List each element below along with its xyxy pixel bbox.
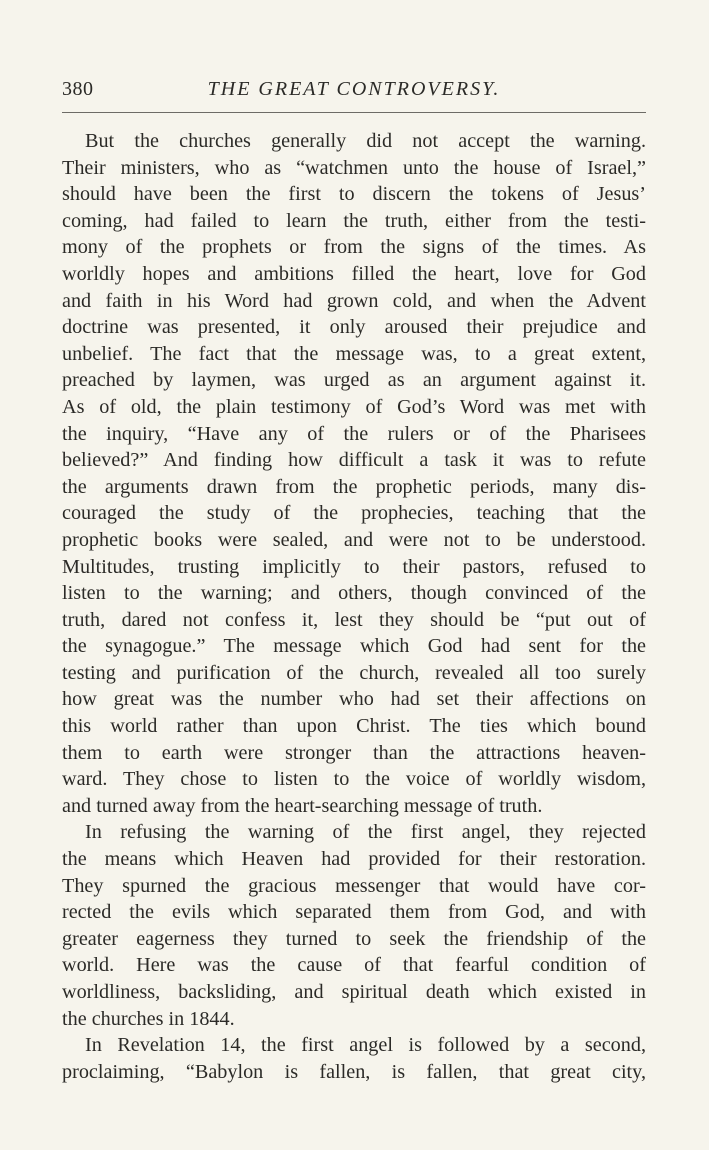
text-line: the synagogue.” The message which God had sent for the bbox=[62, 635, 646, 658]
text-line: should have been the first to discern the tokens of Jesus’ bbox=[62, 183, 646, 206]
page-body bbox=[62, 128, 646, 1085]
text-line: In Revelation 14, the first angel is followed by a second, bbox=[85, 1034, 646, 1057]
book-page bbox=[62, 78, 646, 1085]
text-line: the inquiry, “Have any of the rulers or of the Pharisees bbox=[62, 422, 646, 445]
text-line: and turned away from the heart-searching message of truth. bbox=[62, 794, 543, 817]
text-line: unbelief. The fact that the message was, to a great extent, bbox=[62, 342, 646, 365]
paragraph-3 bbox=[62, 1032, 646, 1085]
text-line: proclaiming, “Babylon is fallen, is fallen, that great city, bbox=[62, 1060, 646, 1083]
text-line: the arguments drawn from the prophetic periods, many dis- bbox=[62, 475, 646, 498]
text-line: But the churches generally did not accept the warning. bbox=[85, 130, 646, 152]
text-line: how great was the number who had set their affections on bbox=[62, 688, 646, 711]
text-line: doctrine was presented, it only aroused their prejudice and bbox=[62, 316, 646, 339]
text-line: the means which Heaven had provided for their restoration. bbox=[62, 848, 646, 871]
text-line: testing and purification of the church, revealed all too surely bbox=[62, 661, 646, 684]
text-line: Multitudes, trusting implicitly to their pastors, refused to bbox=[62, 555, 646, 578]
text-line: and faith in his Word had grown cold, and when the Advent bbox=[62, 289, 646, 312]
header-rule bbox=[62, 112, 646, 113]
paragraph-1 bbox=[62, 128, 646, 819]
text-line: preached by laymen, was urged as an argument against it. bbox=[62, 369, 646, 392]
paragraph-2 bbox=[62, 819, 646, 1032]
text-line: rected the evils which separated them from God, and with bbox=[62, 901, 646, 924]
text-line: Their ministers, who as “watchmen unto the house of Israel,” bbox=[62, 156, 646, 179]
page-number: 380 bbox=[62, 78, 94, 100]
running-title: THE GREAT CONTROVERSY. bbox=[207, 78, 501, 100]
text-line: They spurned the gracious messenger that would have cor- bbox=[62, 874, 646, 897]
text-line: listen to the warning; and others, though convinced of the bbox=[62, 582, 646, 605]
text-line: world. Here was the cause of that fearful condition of bbox=[62, 954, 646, 977]
text-line: ward. They chose to listen to the voice of worldly wisdom, bbox=[62, 768, 646, 791]
text-line: this world rather than upon Christ. The ties which bound bbox=[62, 715, 646, 738]
text-line: coming, had failed to learn the truth, either from the testi- bbox=[62, 209, 646, 232]
text-line: In refusing the warning of the first angel, they rejected bbox=[85, 821, 646, 844]
text-line: the churches in 1844. bbox=[62, 1007, 235, 1030]
text-line: mony of the prophets or from the signs of the times. As bbox=[62, 236, 646, 259]
text-line: believed?” And finding how difficult a task it was to refute bbox=[62, 449, 646, 472]
text-line: them to earth were stronger than the attractions heaven- bbox=[62, 741, 646, 764]
running-head bbox=[62, 78, 646, 106]
text-line: worldliness, backsliding, and spiritual death which existed in bbox=[62, 981, 646, 1003]
text-line: worldly hopes and ambitions filled the heart, love for God bbox=[62, 262, 646, 285]
text-line: truth, dared not confess it, lest they should be “put out of bbox=[62, 608, 646, 631]
text-line: prophetic books were sealed, and were not to be understood. bbox=[62, 528, 646, 551]
text-line: greater eagerness they turned to seek the friendship of the bbox=[62, 927, 646, 950]
text-line: couraged the study of the prophecies, teaching that the bbox=[62, 502, 646, 525]
text-line: As of old, the plain testimony of God’s Word was met with bbox=[62, 395, 646, 418]
